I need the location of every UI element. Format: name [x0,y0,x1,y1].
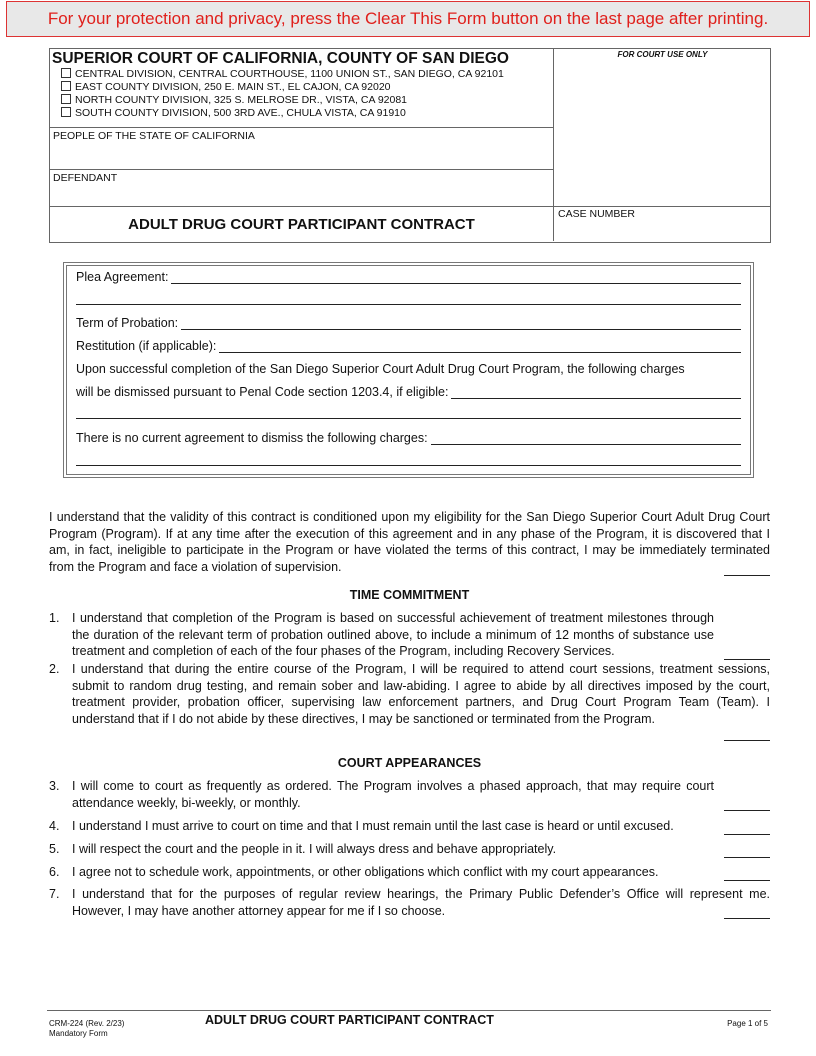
footer-title: ADULT DRUG COURT PARTICIPANT CONTRACT [205,1013,494,1027]
court-name: SUPERIOR COURT OF CALIFORNIA, COUNTY OF SAN DIEGO [52,50,509,67]
upon-text: Upon successful completion of the San Diego Superior Court Adult Drug Court Program, the following charges [76,362,685,376]
initials-field[interactable] [724,729,770,741]
checkbox[interactable] [61,81,71,91]
form-title: ADULT DRUG COURT PARTICIPANT CONTRACT [128,216,475,233]
defendant-label: DEFENDANT [53,172,118,184]
division-north[interactable]: NORTH COUNTY DIVISION, 325 S. MELROSE DR., VISTA, CA 92081 [61,94,504,107]
checkbox[interactable] [61,107,71,117]
caption-table [49,48,771,243]
item-3: 3. I will come to court as frequently as ordered. The Program involves a phased approach, that may require court attendance weekly, bi-weekly, or monthly. [49,778,770,811]
dismissed-charges-line-2[interactable] [76,418,741,419]
court-use-label: FOR COURT USE ONLY [617,50,708,59]
form-number: CRM-224 (Rev. 2/23) [49,1019,125,1028]
plea-box [63,262,754,478]
privacy-banner: For your protection and privacy, press the Clear This Form button on the last page after printing. [6,1,810,37]
mandatory-form: Mandatory Form [49,1029,108,1038]
initials-field[interactable] [724,648,770,660]
checkbox[interactable] [61,94,71,104]
item-6: 6. I agree not to schedule work, appointments, or other obligations which conflict with my court appearances. [49,864,770,881]
item-4: 4. I understand I must arrive to court on time and that I must remain until the last case is heard or until excused. [49,818,770,835]
item-1: 1. I understand that completion of the Program is based on successful achievement of treatment milestones through the duration of the relevant term of probation outlined above, to include a minimum of 12 months of substance use treatment and completion of each of the four phases of the Program, including Recovery Services. [49,610,770,660]
dismissed-charges-field[interactable]: will be dismissed pursuant to Penal Code section 1203.4, if eligible: [76,385,741,399]
initials-field[interactable] [724,846,770,858]
division-central[interactable]: CENTRAL DIVISION, CENTRAL COURTHOUSE, 1100 UNION ST., SAN DIEGO, CA 92101 [61,68,504,81]
initials-field[interactable] [724,907,770,919]
term-of-probation-field[interactable]: Term of Probation: [76,316,741,330]
case-number-label: CASE NUMBER [558,208,636,220]
restitution-field[interactable]: Restitution (if applicable): [76,339,741,353]
item-2: 2. I understand that during the entire course of the Program, I will be required to attend court sessions, treatment sessions, submit to random drug testing, and remain sober and law-abiding. I agree to abide by all directives imposed by the court, treatment provider, probation officer, supervising law enforcement partners, and Drug Court Program Team (Team). I understand that if I do not abide by these directives, I may be sanctioned or terminated from the Program. [49,661,770,741]
initials-field[interactable] [724,869,770,881]
time-commitment-heading: TIME COMMITMENT [349,588,470,602]
page-number: Page 1 of 5 [727,1019,768,1028]
intro-paragraph: I understand that the validity of this contract is conditioned upon my eligibility for the San Diego Superior Court Adult Drug Court Program (Program). If at any time after the execution of this agreement and in any phase of the Program, it is discovered that I am, in fact, ineligible to participate in the Program or have violated the terms of this contract, I may be immediately terminated from the Program and face a violation of supervision. [49,510,770,575]
item-7: 7. I understand that for the purposes of regular review hearings, the Primary Public Defender’s Office will represent me. However, I may have another attorney appear for me if I so choose. [49,887,770,918]
division-south[interactable]: SOUTH COUNTY DIVISION, 500 3RD AVE., CHULA VISTA, CA 91910 [61,107,504,120]
no-agreement-field[interactable]: There is no current agreement to dismiss the following charges: [76,431,741,445]
checkbox[interactable] [61,68,71,78]
plea-agreement-line-2[interactable] [76,304,741,305]
court-appearances-heading: COURT APPEARANCES [337,756,482,770]
initials-field[interactable] [724,823,770,835]
people-label: PEOPLE OF THE STATE OF CALIFORNIA [53,130,255,142]
no-agreement-line-2[interactable] [76,465,741,466]
plea-agreement-field[interactable]: Plea Agreement: [76,270,741,284]
initials-field[interactable] [724,799,770,811]
item-5: 5. I will respect the court and the people in it. I will always dress and behave appropriately. [49,841,770,858]
initials-field[interactable] [724,564,770,576]
division-east[interactable]: EAST COUNTY DIVISION, 250 E. MAIN ST., EL CAJON, CA 92020 [61,81,504,94]
